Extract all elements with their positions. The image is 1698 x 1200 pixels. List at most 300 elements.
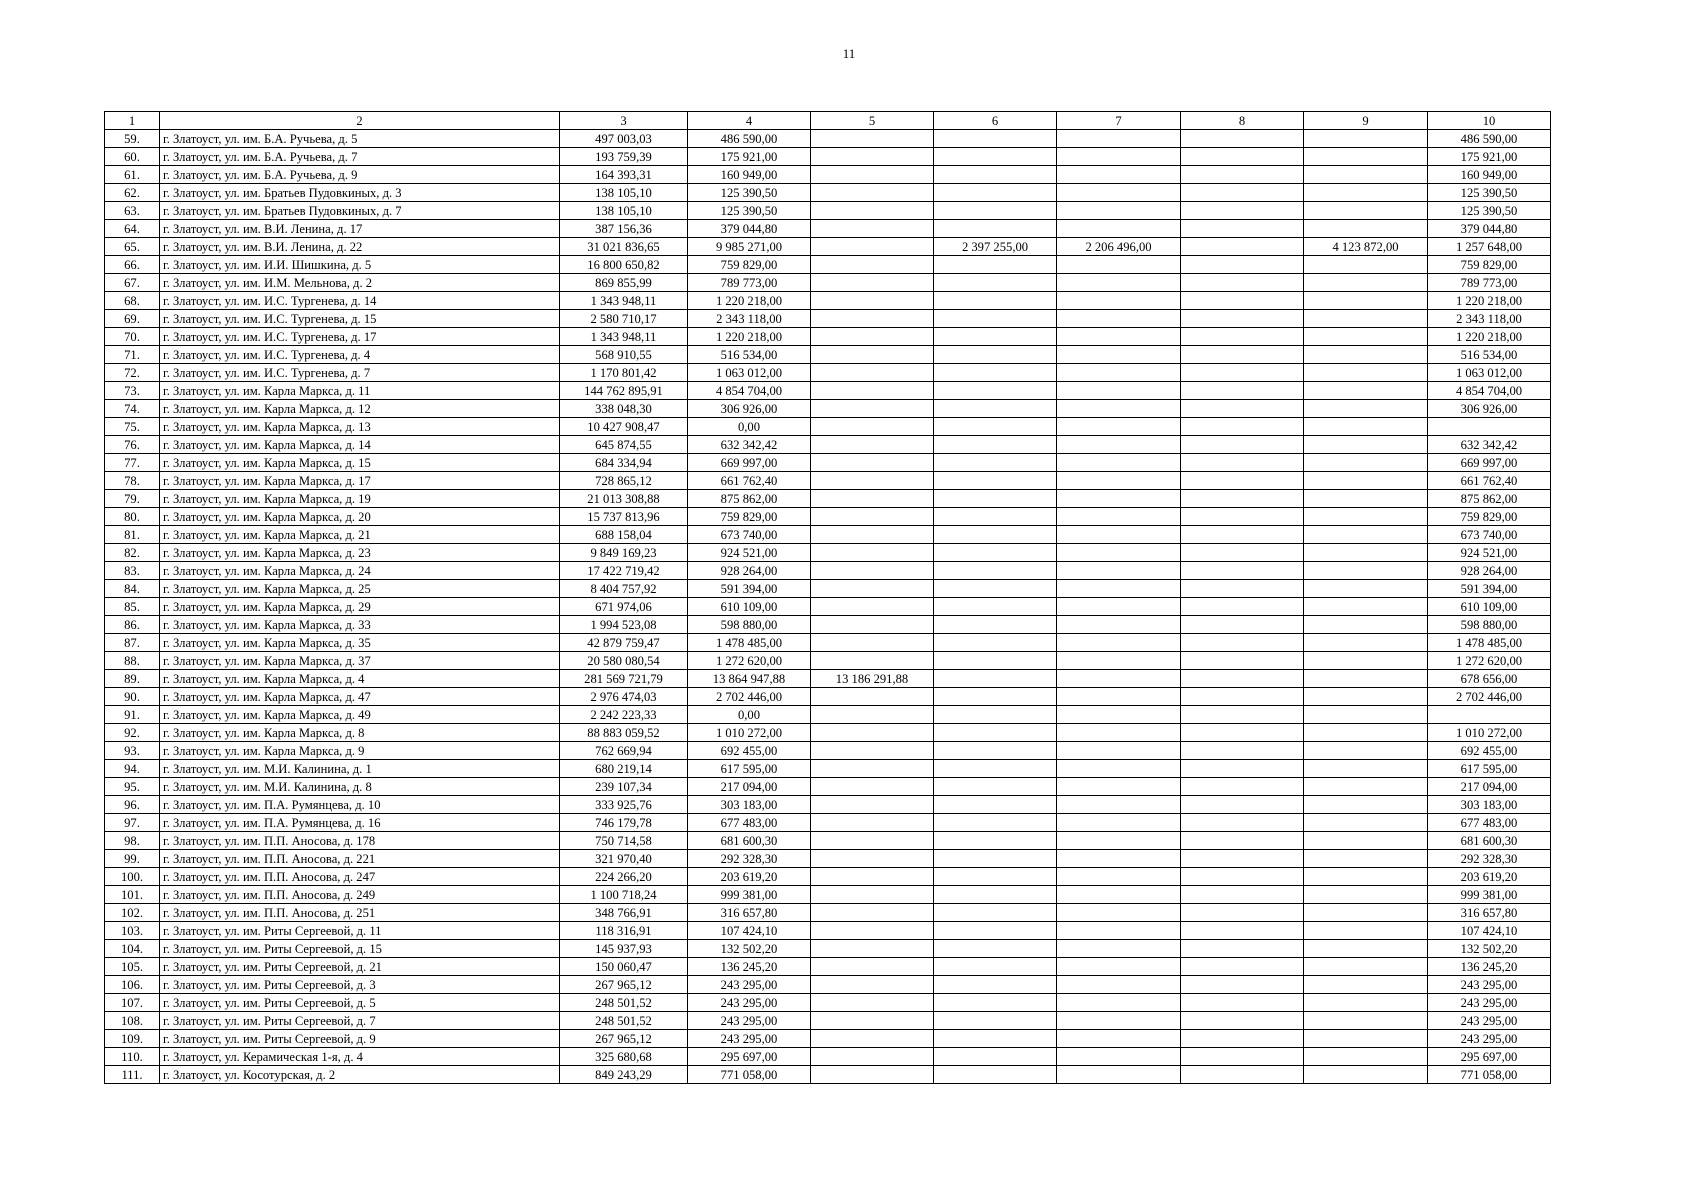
address-cell: г. Златоуст, ул. им. Карла Маркса, д. 8 xyxy=(160,724,560,742)
column-10-cell: 243 295,00 xyxy=(1428,994,1551,1012)
column-9-cell xyxy=(1304,1048,1428,1066)
column-8-cell xyxy=(1181,544,1304,562)
table-row xyxy=(105,130,1551,148)
column-3-cell: 150 060,47 xyxy=(560,958,688,976)
column-7-cell xyxy=(1057,832,1181,850)
address-cell: г. Златоуст, ул. им. И.С. Тургенева, д. 15 xyxy=(160,310,560,328)
header-cell-9: 9 xyxy=(1304,112,1428,130)
column-7-cell xyxy=(1057,256,1181,274)
column-7-cell xyxy=(1057,472,1181,490)
row-number-cell: 73. xyxy=(105,382,160,400)
column-8-cell xyxy=(1181,598,1304,616)
column-9-cell xyxy=(1304,310,1428,328)
column-10-cell: 678 656,00 xyxy=(1428,670,1551,688)
column-6-cell xyxy=(934,382,1057,400)
table-row xyxy=(105,202,1551,220)
column-7-cell xyxy=(1057,364,1181,382)
column-4-cell: 107 424,10 xyxy=(688,922,811,940)
column-3-cell: 333 925,76 xyxy=(560,796,688,814)
table-row xyxy=(105,688,1551,706)
row-number-cell: 79. xyxy=(105,490,160,508)
column-5-cell xyxy=(811,562,934,580)
column-4-cell: 125 390,50 xyxy=(688,184,811,202)
table-row xyxy=(105,598,1551,616)
column-3-cell: 138 105,10 xyxy=(560,202,688,220)
column-6-cell xyxy=(934,778,1057,796)
column-8-cell xyxy=(1181,922,1304,940)
column-6-cell xyxy=(934,724,1057,742)
column-10-cell: 295 697,00 xyxy=(1428,1048,1551,1066)
column-10-cell: 617 595,00 xyxy=(1428,760,1551,778)
column-3-cell: 248 501,52 xyxy=(560,994,688,1012)
column-7-cell xyxy=(1057,580,1181,598)
column-8-cell xyxy=(1181,634,1304,652)
column-6-cell xyxy=(934,364,1057,382)
column-9-cell xyxy=(1304,670,1428,688)
column-10-cell: 306 926,00 xyxy=(1428,400,1551,418)
column-7-cell xyxy=(1057,742,1181,760)
column-7-cell xyxy=(1057,994,1181,1012)
column-5-cell xyxy=(811,1030,934,1048)
column-5-cell xyxy=(811,184,934,202)
column-10-cell: 217 094,00 xyxy=(1428,778,1551,796)
row-number-cell: 106. xyxy=(105,976,160,994)
column-5-cell xyxy=(811,1012,934,1030)
column-9-cell xyxy=(1304,1066,1428,1084)
column-3-cell: 17 422 719,42 xyxy=(560,562,688,580)
column-7-cell xyxy=(1057,760,1181,778)
column-7-cell xyxy=(1057,382,1181,400)
table-body xyxy=(105,112,1551,1084)
column-8-cell xyxy=(1181,778,1304,796)
table-row xyxy=(105,526,1551,544)
column-9-cell xyxy=(1304,526,1428,544)
column-6-cell xyxy=(934,1066,1057,1084)
address-cell: г. Златоуст, ул. им. И.С. Тургенева, д. 14 xyxy=(160,292,560,310)
row-number-cell: 101. xyxy=(105,886,160,904)
column-10-cell: 759 829,00 xyxy=(1428,256,1551,274)
column-4-cell: 175 921,00 xyxy=(688,148,811,166)
row-number-cell: 98. xyxy=(105,832,160,850)
column-10-cell: 125 390,50 xyxy=(1428,202,1551,220)
address-cell: г. Златоуст, ул. им. Риты Сергеевой, д. 11 xyxy=(160,922,560,940)
column-4-cell: 999 381,00 xyxy=(688,886,811,904)
column-7-cell xyxy=(1057,490,1181,508)
column-10-cell: 2 343 118,00 xyxy=(1428,310,1551,328)
column-5-cell xyxy=(811,400,934,418)
column-3-cell: 2 976 474,03 xyxy=(560,688,688,706)
row-number-cell: 60. xyxy=(105,148,160,166)
column-8-cell xyxy=(1181,688,1304,706)
column-6-cell xyxy=(934,742,1057,760)
column-6-cell xyxy=(934,1030,1057,1048)
column-5-cell xyxy=(811,922,934,940)
column-4-cell: 632 342,42 xyxy=(688,436,811,454)
column-9-cell xyxy=(1304,544,1428,562)
column-5-cell xyxy=(811,472,934,490)
header-cell-4: 4 xyxy=(688,112,811,130)
column-4-cell: 203 619,20 xyxy=(688,868,811,886)
address-cell: г. Златоуст, ул. им. П.П. Аносова, д. 247 xyxy=(160,868,560,886)
row-number-cell: 65. xyxy=(105,238,160,256)
row-number-cell: 92. xyxy=(105,724,160,742)
table-row xyxy=(105,436,1551,454)
column-4-cell: 217 094,00 xyxy=(688,778,811,796)
column-10-cell: 1 010 272,00 xyxy=(1428,724,1551,742)
column-6-cell xyxy=(934,706,1057,724)
table-row xyxy=(105,904,1551,922)
column-7-cell xyxy=(1057,418,1181,436)
column-8-cell xyxy=(1181,976,1304,994)
column-4-cell: 924 521,00 xyxy=(688,544,811,562)
column-9-cell xyxy=(1304,346,1428,364)
column-7-cell xyxy=(1057,706,1181,724)
column-6-cell xyxy=(934,580,1057,598)
column-7-cell xyxy=(1057,616,1181,634)
row-number-cell: 68. xyxy=(105,292,160,310)
column-3-cell: 684 334,94 xyxy=(560,454,688,472)
row-number-cell: 102. xyxy=(105,904,160,922)
column-7-cell xyxy=(1057,148,1181,166)
column-9-cell xyxy=(1304,814,1428,832)
column-4-cell: 617 595,00 xyxy=(688,760,811,778)
column-8-cell xyxy=(1181,616,1304,634)
column-5-cell xyxy=(811,454,934,472)
header-row xyxy=(105,112,1551,130)
column-8-cell xyxy=(1181,454,1304,472)
address-cell: г. Златоуст, ул. им. П.П. Аносова, д. 251 xyxy=(160,904,560,922)
column-8-cell xyxy=(1181,526,1304,544)
column-6-cell xyxy=(934,670,1057,688)
column-9-cell xyxy=(1304,184,1428,202)
column-10-cell: 125 390,50 xyxy=(1428,184,1551,202)
column-5-cell xyxy=(811,238,934,256)
column-10-cell: 2 702 446,00 xyxy=(1428,688,1551,706)
address-cell: г. Златоуст, ул. им. И.И. Шишкина, д. 5 xyxy=(160,256,560,274)
table-row xyxy=(105,238,1551,256)
address-cell: г. Златоуст, ул. им. Карла Маркса, д. 17 xyxy=(160,472,560,490)
table-row xyxy=(105,868,1551,886)
column-3-cell: 193 759,39 xyxy=(560,148,688,166)
column-6-cell xyxy=(934,598,1057,616)
column-10-cell: 771 058,00 xyxy=(1428,1066,1551,1084)
column-8-cell xyxy=(1181,346,1304,364)
column-8-cell xyxy=(1181,580,1304,598)
column-9-cell xyxy=(1304,202,1428,220)
column-8-cell xyxy=(1181,166,1304,184)
column-10-cell: 1 257 648,00 xyxy=(1428,238,1551,256)
row-number-cell: 104. xyxy=(105,940,160,958)
column-8-cell xyxy=(1181,364,1304,382)
column-3-cell: 1 343 948,11 xyxy=(560,328,688,346)
column-7-cell xyxy=(1057,220,1181,238)
address-cell: г. Златоуст, ул. им. Братьев Пудовкиных, д. 3 xyxy=(160,184,560,202)
row-number-cell: 107. xyxy=(105,994,160,1012)
table-row xyxy=(105,220,1551,238)
row-number-cell: 67. xyxy=(105,274,160,292)
column-4-cell: 136 245,20 xyxy=(688,958,811,976)
table-row xyxy=(105,958,1551,976)
address-cell: г. Златоуст, ул. им. И.С. Тургенева, д. 17 xyxy=(160,328,560,346)
column-6-cell xyxy=(934,328,1057,346)
column-7-cell xyxy=(1057,1030,1181,1048)
column-10-cell: 486 590,00 xyxy=(1428,130,1551,148)
row-number-cell: 82. xyxy=(105,544,160,562)
column-7-cell xyxy=(1057,850,1181,868)
column-6-cell xyxy=(934,832,1057,850)
column-5-cell xyxy=(811,958,934,976)
data-table xyxy=(104,111,1551,1084)
table-row xyxy=(105,724,1551,742)
column-5-cell xyxy=(811,706,934,724)
column-8-cell xyxy=(1181,994,1304,1012)
column-9-cell xyxy=(1304,904,1428,922)
column-6-cell xyxy=(934,886,1057,904)
column-6-cell xyxy=(934,508,1057,526)
column-3-cell: 645 874,55 xyxy=(560,436,688,454)
column-4-cell: 303 183,00 xyxy=(688,796,811,814)
address-cell: г. Златоуст, ул. им. Карла Маркса, д. 24 xyxy=(160,562,560,580)
column-5-cell xyxy=(811,490,934,508)
address-cell: г. Златоуст, ул. им. П.П. Аносова, д. 249 xyxy=(160,886,560,904)
column-7-cell xyxy=(1057,202,1181,220)
column-3-cell: 20 580 080,54 xyxy=(560,652,688,670)
column-6-cell xyxy=(934,346,1057,364)
column-6-cell xyxy=(934,1048,1057,1066)
column-9-cell xyxy=(1304,760,1428,778)
table-row xyxy=(105,616,1551,634)
column-3-cell: 16 800 650,82 xyxy=(560,256,688,274)
column-10-cell: 243 295,00 xyxy=(1428,1012,1551,1030)
column-10-cell xyxy=(1428,418,1551,436)
column-10-cell: 661 762,40 xyxy=(1428,472,1551,490)
table-row xyxy=(105,922,1551,940)
column-3-cell: 568 910,55 xyxy=(560,346,688,364)
table-row xyxy=(105,940,1551,958)
column-9-cell xyxy=(1304,400,1428,418)
page-number: 11 xyxy=(842,46,856,61)
column-4-cell: 673 740,00 xyxy=(688,526,811,544)
column-10-cell: 107 424,10 xyxy=(1428,922,1551,940)
column-8-cell xyxy=(1181,652,1304,670)
column-7-cell xyxy=(1057,508,1181,526)
column-9-cell xyxy=(1304,1030,1428,1048)
column-3-cell: 728 865,12 xyxy=(560,472,688,490)
address-cell: г. Златоуст, ул. им. Карла Маркса, д. 4 xyxy=(160,670,560,688)
column-5-cell xyxy=(811,418,934,436)
column-9-cell xyxy=(1304,490,1428,508)
column-8-cell xyxy=(1181,202,1304,220)
column-4-cell: 1 220 218,00 xyxy=(688,292,811,310)
column-8-cell xyxy=(1181,814,1304,832)
column-10-cell: 875 862,00 xyxy=(1428,490,1551,508)
column-9-cell xyxy=(1304,292,1428,310)
column-8-cell xyxy=(1181,760,1304,778)
column-9-cell xyxy=(1304,382,1428,400)
column-5-cell xyxy=(811,310,934,328)
column-3-cell: 387 156,36 xyxy=(560,220,688,238)
column-5-cell: 13 186 291,88 xyxy=(811,670,934,688)
column-4-cell: 243 295,00 xyxy=(688,1012,811,1030)
row-number-cell: 61. xyxy=(105,166,160,184)
column-7-cell xyxy=(1057,1066,1181,1084)
column-10-cell: 1 063 012,00 xyxy=(1428,364,1551,382)
column-6-cell xyxy=(934,1012,1057,1030)
column-6-cell xyxy=(934,310,1057,328)
column-10-cell: 203 619,20 xyxy=(1428,868,1551,886)
header-cell-10: 10 xyxy=(1428,112,1551,130)
column-6-cell xyxy=(934,202,1057,220)
table-row xyxy=(105,562,1551,580)
table-row xyxy=(105,1066,1551,1084)
column-6-cell xyxy=(934,256,1057,274)
column-5-cell xyxy=(811,166,934,184)
column-5-cell xyxy=(811,994,934,1012)
column-8-cell xyxy=(1181,220,1304,238)
column-8-cell xyxy=(1181,850,1304,868)
column-8-cell xyxy=(1181,328,1304,346)
row-number-cell: 91. xyxy=(105,706,160,724)
column-9-cell xyxy=(1304,994,1428,1012)
column-10-cell: 292 328,30 xyxy=(1428,850,1551,868)
column-3-cell: 145 937,93 xyxy=(560,940,688,958)
column-7-cell xyxy=(1057,940,1181,958)
address-cell: г. Златоуст, ул. им. Риты Сергеевой, д. 7 xyxy=(160,1012,560,1030)
column-5-cell xyxy=(811,886,934,904)
column-5-cell xyxy=(811,274,934,292)
column-4-cell: 677 483,00 xyxy=(688,814,811,832)
column-6-cell xyxy=(934,922,1057,940)
column-6-cell xyxy=(934,472,1057,490)
column-9-cell xyxy=(1304,472,1428,490)
column-5-cell xyxy=(811,580,934,598)
column-8-cell xyxy=(1181,238,1304,256)
table-row xyxy=(105,670,1551,688)
column-3-cell: 267 965,12 xyxy=(560,976,688,994)
row-number-cell: 99. xyxy=(105,850,160,868)
row-number-cell: 109. xyxy=(105,1030,160,1048)
address-cell: г. Златоуст, ул. им. Карла Маркса, д. 35 xyxy=(160,634,560,652)
column-5-cell xyxy=(811,652,934,670)
column-4-cell: 316 657,80 xyxy=(688,904,811,922)
column-5-cell xyxy=(811,850,934,868)
address-cell: г. Златоуст, ул. им. Риты Сергеевой, д. 15 xyxy=(160,940,560,958)
column-7-cell xyxy=(1057,274,1181,292)
row-number-cell: 59. xyxy=(105,130,160,148)
table-row xyxy=(105,508,1551,526)
column-8-cell xyxy=(1181,742,1304,760)
column-8-cell xyxy=(1181,724,1304,742)
column-7-cell xyxy=(1057,886,1181,904)
column-8-cell xyxy=(1181,472,1304,490)
header-cell-1: 1 xyxy=(105,112,160,130)
column-6-cell xyxy=(934,400,1057,418)
address-cell: г. Златоуст, ул. им. Карла Маркса, д. 37 xyxy=(160,652,560,670)
column-7-cell xyxy=(1057,310,1181,328)
row-number-cell: 87. xyxy=(105,634,160,652)
column-4-cell: 9 985 271,00 xyxy=(688,238,811,256)
column-4-cell: 771 058,00 xyxy=(688,1066,811,1084)
column-4-cell: 486 590,00 xyxy=(688,130,811,148)
column-4-cell: 681 600,30 xyxy=(688,832,811,850)
address-cell: г. Златоуст, ул. им. Риты Сергеевой, д. 21 xyxy=(160,958,560,976)
column-9-cell xyxy=(1304,616,1428,634)
column-7-cell: 2 206 496,00 xyxy=(1057,238,1181,256)
column-5-cell xyxy=(811,202,934,220)
table-row xyxy=(105,760,1551,778)
row-number-cell: 108. xyxy=(105,1012,160,1030)
column-6-cell xyxy=(934,850,1057,868)
column-9-cell xyxy=(1304,364,1428,382)
column-9-cell xyxy=(1304,580,1428,598)
column-6-cell xyxy=(934,562,1057,580)
column-10-cell: 759 829,00 xyxy=(1428,508,1551,526)
address-cell: г. Златоуст, ул. им. П.П. Аносова, д. 221 xyxy=(160,850,560,868)
column-5-cell xyxy=(811,292,934,310)
row-number-cell: 88. xyxy=(105,652,160,670)
address-cell: г. Златоуст, ул. им. В.И. Ленина, д. 17 xyxy=(160,220,560,238)
column-4-cell: 295 697,00 xyxy=(688,1048,811,1066)
column-10-cell: 999 381,00 xyxy=(1428,886,1551,904)
column-5-cell xyxy=(811,346,934,364)
column-7-cell xyxy=(1057,634,1181,652)
column-8-cell xyxy=(1181,670,1304,688)
column-3-cell: 224 266,20 xyxy=(560,868,688,886)
column-5-cell xyxy=(811,1048,934,1066)
column-8-cell xyxy=(1181,310,1304,328)
column-5-cell xyxy=(811,814,934,832)
column-10-cell: 1 478 485,00 xyxy=(1428,634,1551,652)
column-9-cell xyxy=(1304,274,1428,292)
address-cell: г. Златоуст, ул. им. Карла Маркса, д. 20 xyxy=(160,508,560,526)
column-5-cell xyxy=(811,868,934,886)
header-cell-2: 2 xyxy=(160,112,560,130)
column-7-cell xyxy=(1057,328,1181,346)
column-9-cell xyxy=(1304,778,1428,796)
column-3-cell: 88 883 059,52 xyxy=(560,724,688,742)
column-5-cell xyxy=(811,940,934,958)
address-cell: г. Златоуст, ул. им. Братьев Пудовкиных, д. 7 xyxy=(160,202,560,220)
column-6-cell xyxy=(934,814,1057,832)
row-number-cell: 105. xyxy=(105,958,160,976)
column-10-cell: 136 245,20 xyxy=(1428,958,1551,976)
column-3-cell: 746 179,78 xyxy=(560,814,688,832)
column-7-cell xyxy=(1057,562,1181,580)
address-cell: г. Златоуст, ул. им. Карла Маркса, д. 47 xyxy=(160,688,560,706)
address-cell: г. Златоуст, ул. им. И.М. Мельнова, д. 2 xyxy=(160,274,560,292)
column-5-cell xyxy=(811,220,934,238)
column-6-cell xyxy=(934,292,1057,310)
column-4-cell: 2 702 446,00 xyxy=(688,688,811,706)
table-row xyxy=(105,976,1551,994)
column-6-cell xyxy=(934,454,1057,472)
column-7-cell xyxy=(1057,724,1181,742)
column-8-cell xyxy=(1181,562,1304,580)
column-4-cell: 759 829,00 xyxy=(688,508,811,526)
address-cell: г. Златоуст, ул. им. Карла Маркса, д. 19 xyxy=(160,490,560,508)
header-cell-8: 8 xyxy=(1181,112,1304,130)
column-5-cell xyxy=(811,634,934,652)
column-9-cell xyxy=(1304,940,1428,958)
column-9-cell xyxy=(1304,742,1428,760)
column-10-cell: 379 044,80 xyxy=(1428,220,1551,238)
address-cell: г. Златоуст, ул. им. П.А. Румянцева, д. 10 xyxy=(160,796,560,814)
column-9-cell xyxy=(1304,724,1428,742)
column-8-cell xyxy=(1181,418,1304,436)
table-row xyxy=(105,400,1551,418)
column-3-cell: 750 714,58 xyxy=(560,832,688,850)
address-cell: г. Златоуст, ул. им. М.И. Калинина, д. 8 xyxy=(160,778,560,796)
